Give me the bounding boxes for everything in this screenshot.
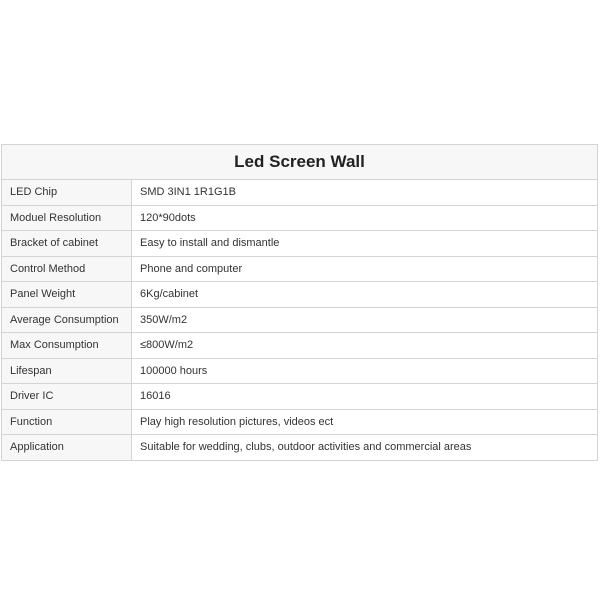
spec-key: Application	[2, 435, 132, 461]
spec-key: Moduel Resolution	[2, 205, 132, 231]
table-row	[2, 384, 598, 410]
spec-value: 16016	[132, 384, 598, 410]
table-row	[2, 231, 598, 257]
spec-key: Bracket of cabinet	[2, 231, 132, 257]
table-header-row	[2, 145, 598, 180]
spec-value: Phone and computer	[132, 256, 598, 282]
table-row	[2, 256, 598, 282]
spec-value: Play high resolution pictures, videos ect	[132, 409, 598, 435]
spec-key: Driver IC	[2, 384, 132, 410]
table-row	[2, 282, 598, 308]
spec-value: SMD 3IN1 1R1G1B	[132, 180, 598, 206]
table-row	[2, 180, 598, 206]
table-row	[2, 333, 598, 359]
spec-key: Lifespan	[2, 358, 132, 384]
spec-key: Max Consumption	[2, 333, 132, 359]
spec-value: 120*90dots	[132, 205, 598, 231]
table-title: Led Screen Wall	[2, 145, 598, 180]
spec-value: Easy to install and dismantle	[132, 231, 598, 257]
table-row	[2, 435, 598, 461]
table-row	[2, 358, 598, 384]
spec-key: Function	[2, 409, 132, 435]
spec-key: Control Method	[2, 256, 132, 282]
table-row	[2, 409, 598, 435]
spec-value: ≤800W/m2	[132, 333, 598, 359]
table-row	[2, 205, 598, 231]
spec-value: 100000 hours	[132, 358, 598, 384]
spec-key: Panel Weight	[2, 282, 132, 308]
spec-key: LED Chip	[2, 180, 132, 206]
spec-table	[1, 144, 598, 461]
spec-value: Suitable for wedding, clubs, outdoor activities and commercial areas	[132, 435, 598, 461]
table-row	[2, 307, 598, 333]
spec-value: 6Kg/cabinet	[132, 282, 598, 308]
spec-value: 350W/m2	[132, 307, 598, 333]
spec-key: Average Consumption	[2, 307, 132, 333]
